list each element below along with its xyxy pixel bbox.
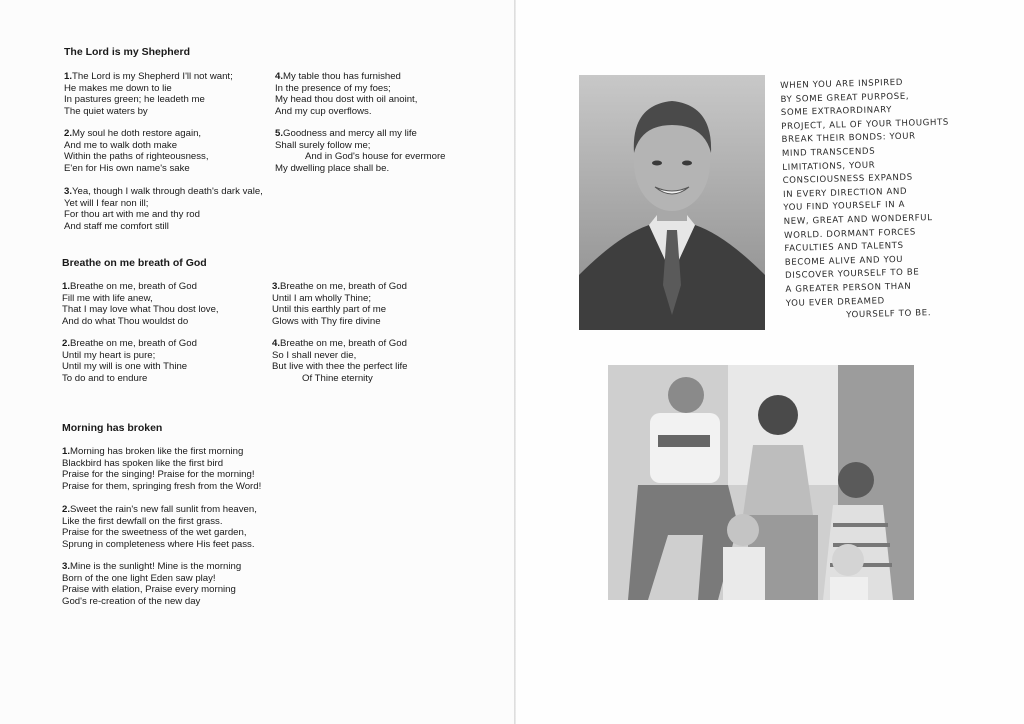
verse-number: 1. [64,71,73,82]
verse-line: The quiet waters by [64,105,148,117]
portrait-photo [579,75,765,330]
verse-number: 1. [62,446,71,457]
verse-number: 4. [275,71,284,82]
verse-line: God's re-creation of the new day [62,595,201,607]
breathe-verse-1 [62,281,219,327]
morning-verse-1 [62,446,261,492]
verse-line: Born of the one light Eden saw play! [62,572,216,584]
shepherd-verse-3 [64,186,263,232]
hymn-title-breathe: Breathe on me breath of God [62,257,207,269]
verse-line: And do what Thou wouldst do [62,315,189,327]
note-line: BREAK THEIR BONDS: YOUR [781,131,916,146]
verse-line: My table thou has furnished [283,71,401,82]
verse-line: And in God's house for evermore [305,151,446,162]
note-line: YOU FIND YOURSELF IN A [783,200,906,214]
hymn-title-morning: Morning has broken [62,422,163,434]
verse-line: Blackbird has spoken like the first bird [62,457,224,469]
verse-number: 2. [62,338,71,349]
verse-line: The Lord is my Shepherd I'll not want; [72,71,233,82]
verse-number: 4. [272,338,281,349]
verse-line: Like the first dewfall on the first grass. [62,515,223,527]
note-line: CONSCIOUSNESS EXPANDS [782,172,913,187]
verse-line: Breathe on me, breath of God [280,281,407,292]
verse-line: Of Thine eternity [302,372,373,384]
verse-line: Praise for them, springing fresh from the Word! [62,480,262,492]
verse-line: Yea, though I walk through death's dark vale, [72,186,263,197]
verse-line: My head thou dost with oil anoint, [275,94,418,105]
verse-line: Within the paths of righteousness, [64,151,209,162]
verse-line: In pastures green; he leadeth me [64,94,205,105]
hymn-title-shepherd: The Lord is my Shepherd [64,46,191,58]
note-line: SOME EXTRAORDINARY [780,105,893,119]
verse-number: 2. [62,504,71,515]
verse-line: Until my will is one with Thine [62,361,188,372]
verse-line: Glows with Thy fire divine [272,315,381,327]
verse-line: Fill me with life anew, [62,292,153,304]
note-line: MIND TRANSCENDS [781,146,876,159]
verse-line: Sweet the rain's new fall sunlit from heaven, [70,504,257,515]
verse-line: Until this earthly part of me [272,304,387,315]
verse-line: And my cup overflows. [275,105,372,117]
verse-line: He makes me down to lie [64,82,172,94]
verse-line: Praise for the sweetness of the wet garden, [62,527,247,538]
verse-line: Yet will I fear non ill; [64,197,149,209]
verse-number: 1. [62,281,71,292]
portrait-image [579,75,765,330]
verse-line: That I may love what Thou dost love, [62,304,219,315]
shepherd-verse-4 [275,71,417,117]
note-line: FACULTIES AND TALENTS [784,240,904,255]
verse-line: But live with thee the perfect life [272,361,408,372]
verse-number: 3. [64,186,73,197]
verse-number: 2. [64,128,73,139]
morning-verse-3 [62,561,241,607]
verse-line: Morning has broken like the first morning [70,446,244,457]
breathe-verse-2 [62,338,197,384]
note-line: YOURSELF TO BE. [846,308,932,321]
verse-line: So I shall never die, [272,349,357,361]
verse-line: My dwelling place shall be. [275,162,390,174]
verse-line: Praise with elation, Praise every morning [62,584,236,595]
verse-line: Breathe on me, breath of God [280,338,407,349]
shepherd-verse-1 [64,71,233,117]
shepherd-verse-5 [275,128,445,174]
breathe-verse-4 [272,338,407,384]
verse-line: Until my heart is pure; [62,349,156,361]
verse-line: Shall surely follow me; [275,139,371,151]
note-line: WHEN YOU ARE INSPIRED [780,77,904,91]
breathe-verse-3 [272,281,407,327]
note-line: NEW, GREAT AND WONDERFUL [783,212,933,227]
verse-line: To do and to endure [62,372,148,384]
verse-number: 3. [272,281,281,292]
verse-line: Goodness and mercy all my life [283,128,417,139]
verse-line: And me to walk doth make [64,139,178,151]
verse-line: In the presence of my foes; [275,82,391,94]
note-line: IN EVERY DIRECTION AND [782,186,908,200]
handwritten-note [780,75,966,324]
verse-line: And staff me comfort still [64,220,169,232]
morning-verse-2 [62,504,257,550]
shepherd-verse-2 [64,128,209,174]
verse-number: 3. [62,561,71,572]
family-photo [608,365,914,600]
note-line: WORLD. DORMANT FORCES [783,227,917,241]
verse-line: E'en for His own name's sake [64,162,190,174]
note-line: DISCOVER YOURSELF TO BE [785,267,920,282]
verse-line: Sprung in completeness where His feet pass. [62,538,255,550]
verse-line: Breathe on me, breath of God [70,338,197,349]
verse-line: Until I am wholly Thine; [272,292,371,304]
note-line: PROJECT, ALL OF YOUR THOUGHTS [781,117,950,132]
verse-line: My soul he doth restore again, [72,128,202,139]
verse-line: Breathe on me, breath of God [70,281,197,292]
verse-line: Mine is the sunlight! Mine is the morning [70,561,242,572]
verse-number: 5. [275,128,284,139]
note-line: A GREATER PERSON THAN [785,281,912,295]
note-line: LIMITATIONS, YOUR [782,160,876,173]
note-line: YOU EVER DREAMED [785,295,885,309]
note-line: BECOME ALIVE AND YOU [784,254,904,268]
verse-line: Praise for the singing! Praise for the morning! [62,469,255,480]
note-line: BY SOME GREAT PURPOSE, [780,91,910,105]
family-image [608,365,914,600]
verse-line: For thou art with me and thy rod [64,209,200,220]
